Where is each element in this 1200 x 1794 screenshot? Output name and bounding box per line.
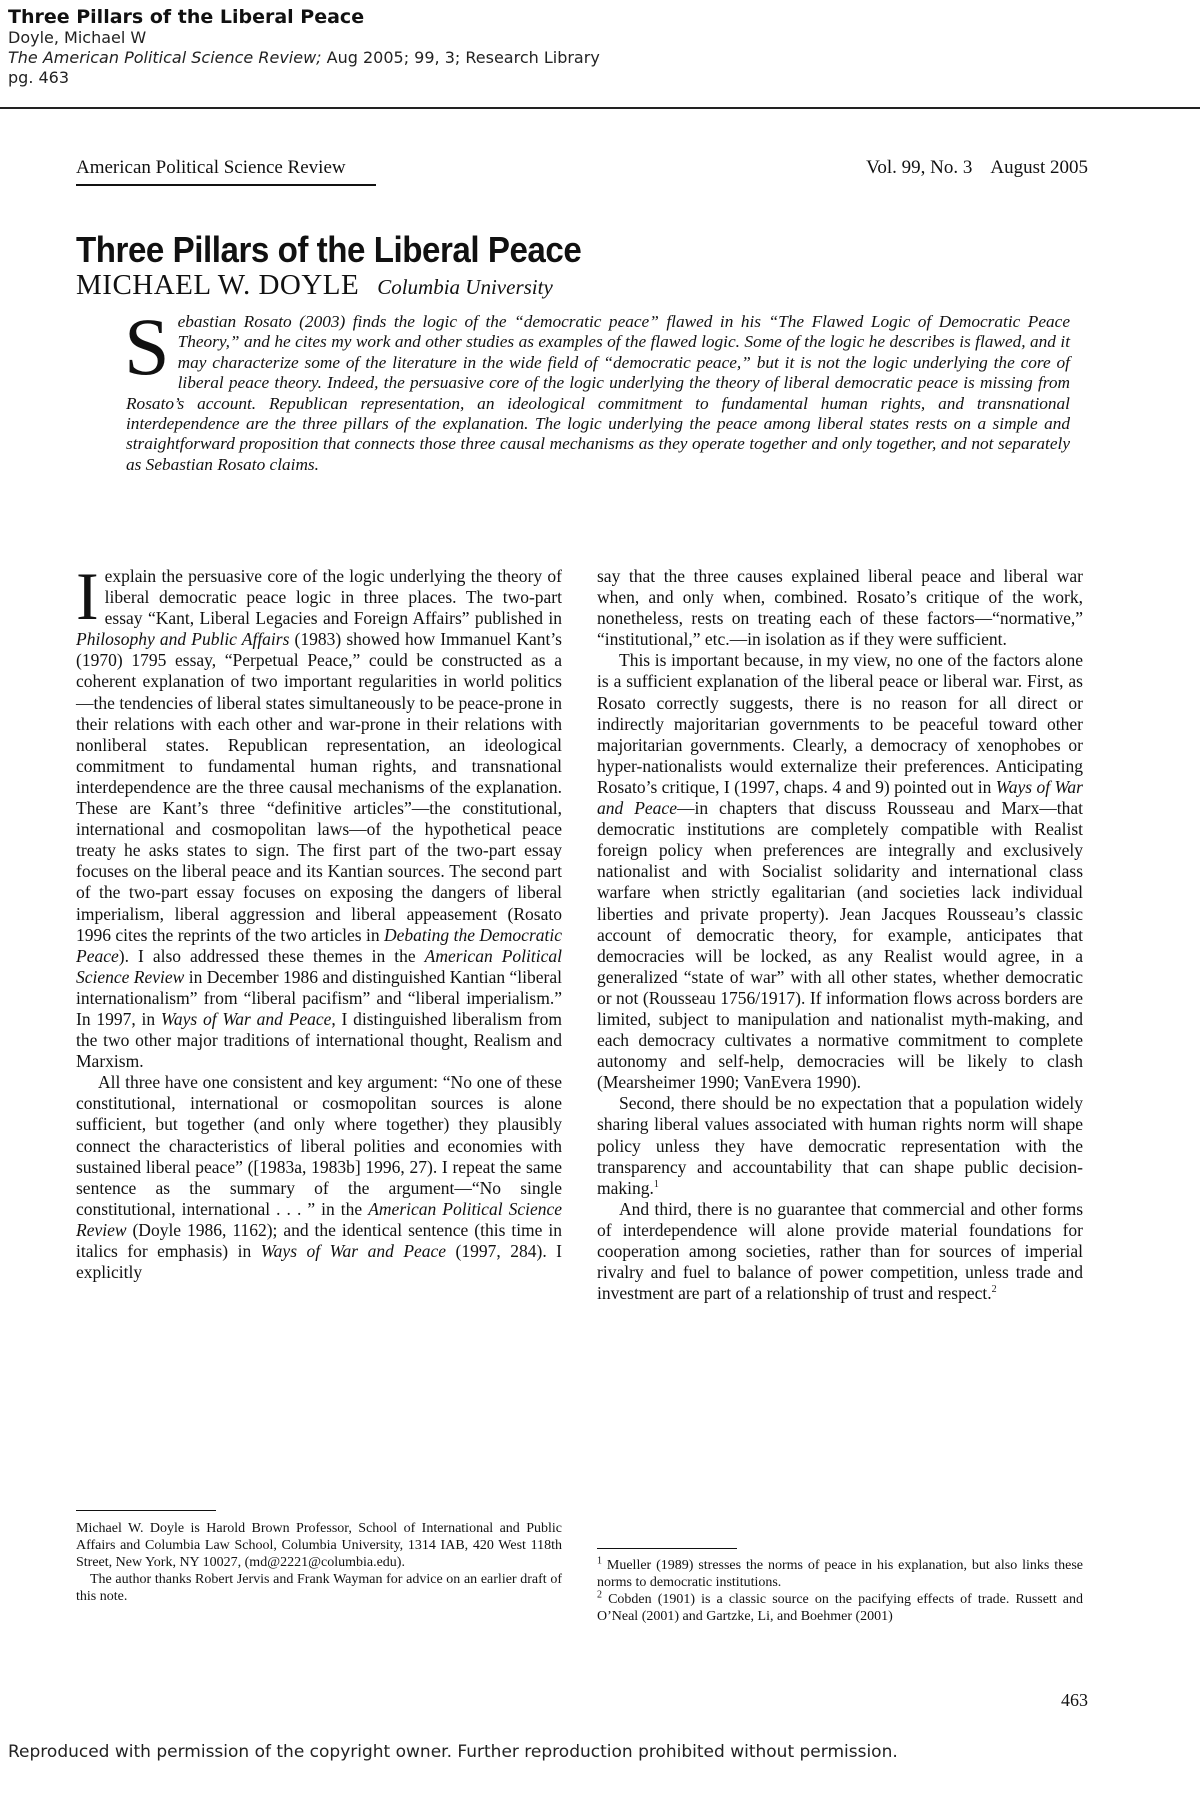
journal-issue: Vol. 99, No. 3 August 2005 [866, 157, 1088, 178]
book-ref: Ways of War and Peace [160, 1008, 332, 1029]
book-ref: Ways of War and Peace [260, 1241, 447, 1261]
journal-ref: American Political Science Review [76, 945, 562, 987]
proquest-title: Three Pillars of the Liberal Peace [8, 6, 365, 28]
proquest-citation [8, 48, 1188, 68]
proquest-divider [0, 107, 1200, 109]
proquest-page: pg. 463 [8, 68, 70, 87]
abstract-text: ebastian Rosato (2003) finds the logic of the “democratic peace” flawed in his “The Flawed Logic of Democratic Peace Theory,” and he cites my work and other studies as examples of the flawed logic. Some of the logic he describes is flawed, and it may characterize some of the literature in the wide field of “democratic peace,” but it is not the logic underlying the core of liberal peace theory. Indeed, the persuasive core of the logic underlying the theory of liberal democratic peace is missing from Rosato’s account. Republican representation, an ideological commitment to fundamental human rights, and transnational interdependence are the three pillars of the explanation. The logic underlying the peace among liberal states rests on a simple and straightforward proposition that connects those three causal mechanisms as they operate together and only together, and not separately as Sebastian Rosato claims. [126, 312, 1070, 474]
footnote-2 [597, 1591, 1083, 1625]
author-affiliation: Columbia University [377, 275, 553, 299]
book-ref: Ways of War and Peace [597, 776, 1083, 819]
journal-ref: Philosophy and Public Affairs [76, 629, 290, 650]
journal-name: American Political Science Review [76, 157, 346, 178]
footnote-text: Mueller (1989) stresses the norms of peace in his explanation, but also links these norms to democratic institutions. [597, 1558, 1083, 1590]
journal-header-rule [76, 184, 376, 186]
author-note [76, 1520, 562, 1605]
abstract-dropcap: S [124, 301, 170, 392]
footnote-ref-1: 1 [653, 1178, 659, 1190]
body-paragraph-4: This is important because, in my view, no one of the factors alone is a sufficient explanation of the liberal peace or liberal war. First, as Rosato correctly suggests, there is no reason for all direct or indirectly majoritarian governments to be peaceful toward other majoritarian governments. Clearly, a democracy of xenophobes or hyper-nationalists would externalize their preferences. Anticipating Rosato’s critique, I (1997, chaps. 4 and 9) pointed out in Ways of War and Peace—in chapters that discuss Rousseau and Marx—that democratic institutions are completely compatible with Realist foreign policy when preferences are integrally and exclusively nationalist and with Socialist solidarity and international class warfare when strictly egalitarian (and societies lack individual liberties and private property). Jean Jacques Rousseau’s classic account of democratic theory, for example, anticipates that democracies will be locked, as any Realist would agree, in a generalized “state of war” with all other states, whether democratic or not (Rousseau 1756/1917). If information flows across borders are limited, subject to manipulation and nationalist myth-making, and each democracy cultivates a normative commitment to complete autonomy and self-help, democracies will be likely to clash (Mearsheimer 1990; VanEvera 1990). [597, 650, 1083, 1093]
abstract [124, 301, 1070, 475]
body-paragraph-6: And third, there is no guarantee that commercial and other forms of interdependence will alone provide material foundations for cooperation among societies, rather than for sources of imperial rivalry and fuel to balance of power competition, unless trade and investment are part of a relationship of trust and respect.$^2$ [597, 1198, 1083, 1304]
proquest-header [8, 6, 1188, 88]
author-bio: Michael W. Doyle is Harold Brown Professor, School of International and Public Affairs and Columbia Law School, Columbia University, 1314 IAB, 420 West 118th Street, New York, NY 10027, (md@2221@columbia.edu). [76, 1521, 562, 1570]
book-ref: Debating the Democratic Peace [76, 924, 562, 966]
page-number: 463 [1061, 1690, 1088, 1710]
author-name: MICHAEL W. DOYLE [76, 269, 360, 301]
article-title: Three Pillars of the Liberal Peace [76, 229, 582, 270]
footnote-rule [597, 1548, 737, 1549]
author-line [76, 268, 553, 304]
footnote-ref-2: 2 [991, 1284, 997, 1296]
footnote-text: Cobden (1901) is a classic source on the pacifying effects of trade. Russett and O’Neal (2001) and Gartzke, Li, and Boehmer (2001) [597, 1592, 1083, 1624]
author-note-rule [76, 1510, 216, 1511]
proquest-author: Doyle, Michael W [8, 28, 147, 47]
reproduction-notice: Reproduced with permission of the copyright owner. Further reproduction prohibited without permission. [8, 1742, 898, 1762]
footnote-number: 2 [597, 1589, 602, 1601]
body-dropcap: I [76, 558, 99, 634]
proquest-citation-journal: The American Political Science Review; [8, 48, 322, 67]
footnotes [597, 1557, 1083, 1625]
proquest-citation-rest: Aug 2005; 99, 3; Research Library [321, 48, 600, 67]
author-thanks: The author thanks Robert Jervis and Frank Wayman for advice on an earlier draft of this note. [76, 1572, 562, 1604]
body-column-left [76, 558, 563, 1283]
footnote-number: 1 [597, 1555, 602, 1567]
body-paragraph-1: Iexplain the persuasive core of the logic underlying the theory of liberal democratic peace logic in three places. The two-part essay “Kant, Liberal Legacies and Foreign Affairs” published in Philosophy and Public Affairs (1983) showed how Immanuel Kant’s (1970) 1795 essay, “Perpetual Peace,” could be constructed as a coherent explanation of two important regularities in world politics—the tendencies of liberal states simultaneously to be peace-prone in their relations with each other and war-prone in their relations with nonliberal states. Republican representation, an ideological commitment to fundamental human rights, and transnational interdependence are the three causal mechanisms of the explanation. These are Kant’s three “definitive articles”—the constitutional, international and cosmopolitan laws—of the hypothetical peace treaty he asks states to sign. The first part of the two-part essay focuses on the liberal peace and its Kantian sources. The second part of the two-part essay focuses on exposing the dangers of liberal imperialism, liberal aggression and liberal appeasement (Rosato 1996 cites the reprints of the two articles in Debating the Democratic Peace). I also addressed these themes in the American Political Science Review in December 1986 and distinguished Kantian “liberal internationalism” from “liberal pacifism” and “liberal imperialism.” In 1997, in Ways of War and Peace, I distinguished liberalism from the two other major traditions of international thought, Realism and Marxism. [76, 558, 562, 1072]
body-paragraph-5: Second, there should be no expectation that a population widely sharing liberal values associated with human rights norm will shape policy unless they have democratic representation with the transparency and accountability that can shape public decision-making.$^1$ [597, 1093, 1083, 1198]
journal-ref: American Political Science Review [76, 1198, 563, 1240]
footnote-1 [597, 1557, 1083, 1591]
body-column-right [597, 566, 1083, 1304]
body-paragraph-3: say that the three causes explained liberal peace and liberal war when, and only when, combined. Rosato’s critique of the work, nonetheless, rests on treating each of these factors—“normative,” “institutional,” etc.—in isolation as if they were sufficient. [597, 566, 1083, 650]
body-paragraph-2: All three have one consistent and key argument: “No one of these constitutional, international or cosmopolitan sources is alone sufficient, but together (and only where together) they plausibly connect the characteristics of liberal polities and economies with sustained liberal peace” ([1983a, 1983b] 1996, 27). I repeat the same sentence as the summary of the argument—“No single constitutional, international . . . ” in the American Political Science Review (Doyle 1986, 1162); and the identical sentence (this time in italics for emphasis) in Ways of War and Peace (1997, 284). I explicitly [76, 1072, 563, 1283]
